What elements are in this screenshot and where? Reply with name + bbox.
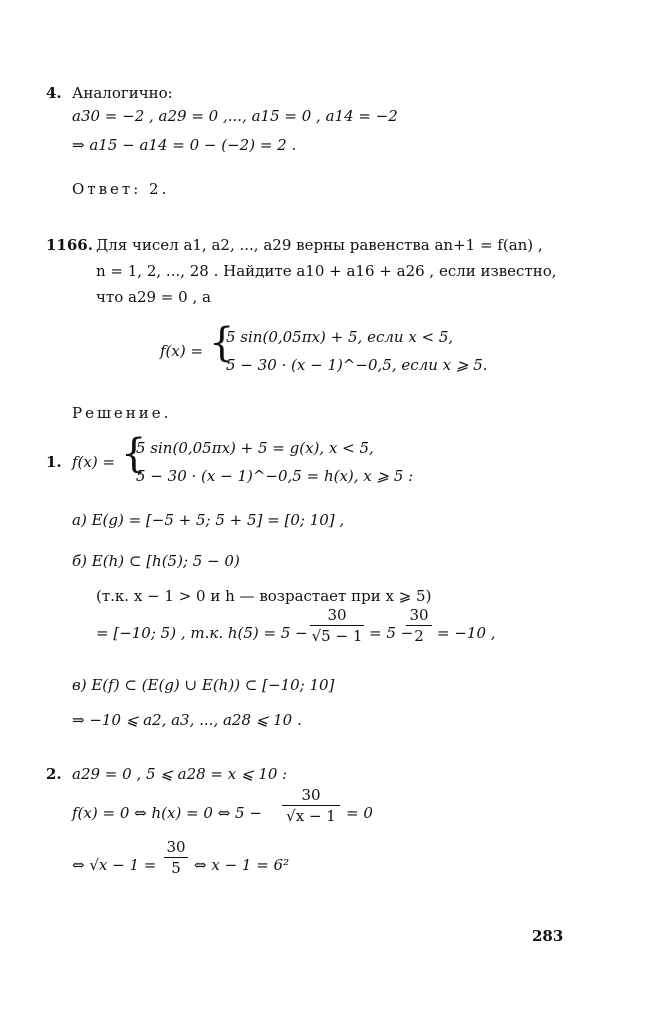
- prev-step-number: 4.: [46, 84, 62, 102]
- fraction-1-numerator: 30: [327, 606, 347, 624]
- solution-step-2-fraction-2: [164, 838, 188, 877]
- solution-step-1-case-2: 5 − 30 · (x − 1)^−0,5 = h(x), x ⩾ 5 :: [136, 467, 414, 485]
- solution-step-2-line: a29 = 0 , 5 ⩽ a28 = x ⩽ 10 :: [72, 765, 288, 783]
- problem-line-2: n = 1, 2, ..., 28 . Найдите a10 + a16 + a26 , если известно,: [96, 262, 557, 280]
- solution-item-v-conclusion: ⇒ −10 ⩽ a2, a3, ..., a28 ⩽ 10 .: [72, 711, 302, 729]
- fraction-1-denominator: √5 − 1: [311, 627, 363, 645]
- problem-number: 1166.: [46, 236, 93, 254]
- prev-answer: Ответ: 2.: [72, 180, 170, 198]
- solution-item-b-note: (т.к. x − 1 > 0 и h — возрастает при x ⩾ 5): [96, 587, 432, 605]
- page-number: 283: [532, 927, 564, 945]
- solution-step-1-number: 1.: [46, 453, 62, 471]
- problem-f-lhs: f(x) =: [160, 342, 204, 360]
- solution-item-v: в) E(f) ⊂ (E(g) ∪ E(h)) ⊂ [−10; 10]: [72, 676, 335, 694]
- prev-difference-line: ⇒ a15 − a14 = 0 − (−2) = 2 .: [72, 136, 297, 154]
- solution-step-2-eq2-end: ⇔ x − 1 = 6²: [194, 856, 290, 874]
- problem-brace: {: [209, 320, 235, 366]
- solution-heading: Решение.: [72, 404, 172, 422]
- solution-brace: {: [121, 431, 147, 477]
- solution-step-2-fraction-1: [282, 786, 340, 825]
- solution-item-b: б) E(h) ⊂ [h(5); 5 − 0): [72, 552, 240, 570]
- prev-step-title: Аналогично:: [72, 84, 173, 102]
- solution-item-b-eq-end: = −10 ,: [437, 624, 496, 642]
- solution-step-1-case-1: 5 sin(0,05πx) + 5 = g(x), x < 5,: [136, 439, 374, 457]
- solution-item-a: а) E(g) = [−5 + 5; 5 + 5] = [0; 10] ,: [72, 511, 345, 529]
- problem-case-2: 5 − 30 · (x − 1)^−0,5, если x ⩾ 5.: [226, 356, 488, 374]
- solution-b-fraction-2: [406, 606, 432, 645]
- solution-b-fraction-1: [310, 606, 364, 645]
- problem-case-1: 5 sin(0,05πx) + 5, если x < 5,: [226, 328, 454, 346]
- step-2-fraction-1-numerator: 30: [301, 786, 321, 804]
- solution-step-2-eq2-start: ⇔ √x − 1 =: [72, 856, 157, 874]
- solution-step-2-eq1-end: = 0: [346, 804, 373, 822]
- fraction-2-denominator: 2: [414, 627, 424, 645]
- prev-values-line: a30 = −2 , a29 = 0 ,..., a15 = 0 , a14 = −2: [72, 107, 398, 125]
- solution-item-b-eq-mid: = 5 −: [369, 624, 414, 642]
- problem-line-1: Для чисел a1, a2, ..., a29 верны равенства an+1 = f(an) ,: [96, 236, 543, 254]
- step-2-fraction-1-denominator: √x − 1: [286, 807, 336, 825]
- step-2-fraction-2-denominator: 5: [171, 859, 181, 877]
- step-2-fraction-2-numerator: 30: [166, 838, 186, 856]
- problem-line-3: что a29 = 0 , а: [96, 288, 211, 306]
- fraction-2-numerator: 30: [409, 606, 429, 624]
- solution-step-2-number: 2.: [46, 765, 62, 783]
- solution-step-1-lhs: f(x) =: [72, 453, 116, 471]
- solution-item-b-eq-start: = [−10; 5) , т.к. h(5) = 5 −: [96, 624, 308, 642]
- solution-step-2-eq1-start: f(x) = 0 ⇔ h(x) = 0 ⇔ 5 −: [72, 804, 262, 822]
